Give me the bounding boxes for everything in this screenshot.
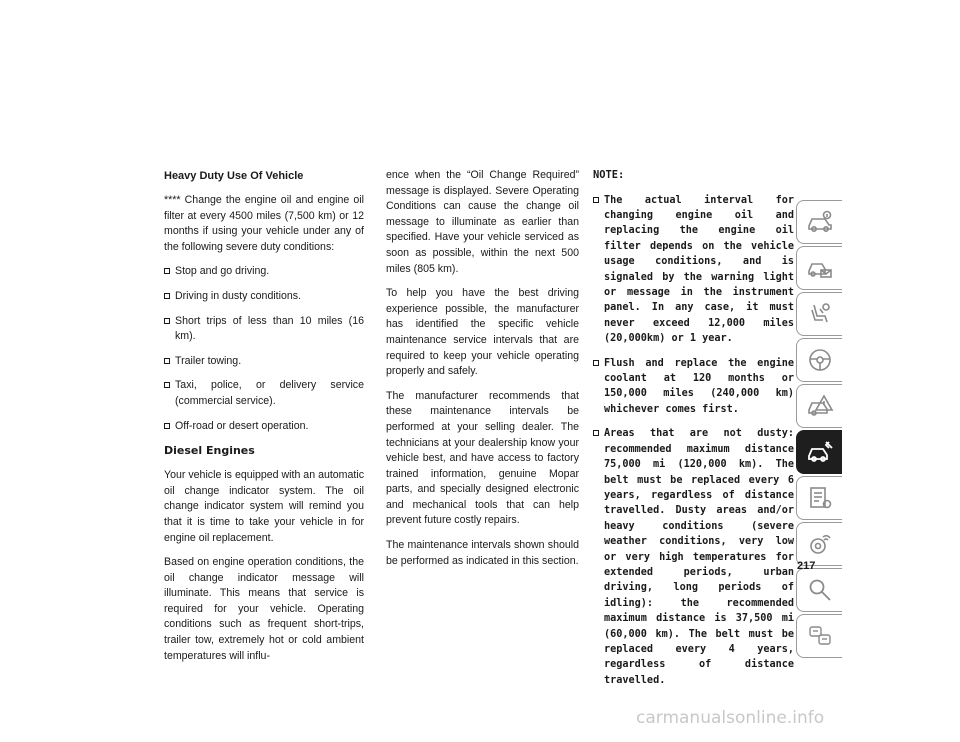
note-item: Flush and replace the engine coolant at 120 months or 150,000 miles (240,000 km) whichever comes first. bbox=[593, 356, 794, 418]
tab-specifications[interactable] bbox=[796, 476, 842, 520]
list-item: Short trips of less than 10 miles (16 km). bbox=[164, 314, 364, 345]
car-service-icon bbox=[806, 438, 834, 466]
checkbox-bullet-icon bbox=[593, 197, 599, 203]
paragraph: ence when the “Oil Change Required” message is displayed. Severe Operating Conditions can cause the change oil message to illuminate as earlier than specified. Have your vehicle serviced as soon as possible, within the next 500 miles (805 km). bbox=[386, 169, 579, 275]
checkbox-bullet-icon bbox=[164, 318, 170, 324]
paragraph: The maintenance intervals shown should be performed as indicated in this section. bbox=[386, 539, 579, 567]
tab-steering-wheel[interactable] bbox=[796, 338, 842, 382]
paragraph: Your vehicle is equipped with an automatic oil change indicator system. The oil change indicator system will remind you that it is time to take your vehicle in for engine oil replacement. bbox=[164, 469, 364, 544]
paragraph: The manufacturer recommends that these maintenance intervals be performed at your selling dealer. The technicians at your dealership know your vehicle best, and have access to factory trained information, genuine Mopar parts, and specially designed electronic and mechanical tools that can help prevent future costly repairs. bbox=[386, 389, 579, 527]
column-right-note bbox=[593, 168, 794, 697]
list-item: Driving in dusty conditions. bbox=[164, 289, 364, 305]
checkbox-bullet-icon bbox=[164, 382, 170, 388]
tab-car-warning[interactable] bbox=[796, 384, 842, 428]
intro-paragraph: **** Change the engine oil and engine oil filter at every 4500 miles (7,500 km) or 12 months if using your vehicle under any of the following severe duty conditions: bbox=[164, 194, 364, 253]
page-number: 217 bbox=[797, 560, 816, 572]
car-seat-icon bbox=[806, 300, 834, 328]
car-mail-icon bbox=[806, 254, 834, 282]
list-item: Off-road or desert operation. bbox=[164, 419, 364, 435]
tab-car-seat[interactable] bbox=[796, 292, 842, 336]
heading-diesel-engines: Diesel Engines bbox=[164, 444, 255, 458]
car-warning-icon bbox=[806, 392, 834, 420]
checkbox-bullet-icon bbox=[593, 430, 599, 436]
list-item: Taxi, police, or delivery service (commercial service). bbox=[164, 378, 364, 409]
magnifier-icon bbox=[806, 576, 834, 604]
language-icon bbox=[806, 622, 834, 650]
chapter-tabs bbox=[796, 200, 842, 660]
note-item: Areas that are not dusty: recommended maximum distance 75,000 mi (120,000 km). The belt must be replaced every 6 years, regardless of distance travelled. Dusty areas and/or heavy conditions (severe weather conditions, very low or very high temperatures for extended periods, urban driving, long periods of idling): the recommended maximum distance is 37,500 mi (60,000 km). The belt must be replaced every 4 years, regardless of distance travelled. bbox=[593, 426, 794, 688]
column-left bbox=[164, 168, 364, 673]
watermark: carmanualsonline.info bbox=[636, 708, 825, 728]
checkbox-bullet-icon bbox=[164, 423, 170, 429]
tab-car-service[interactable] bbox=[796, 430, 842, 474]
tab-car-mail[interactable] bbox=[796, 246, 842, 290]
specifications-icon bbox=[806, 484, 834, 512]
note-item: The actual interval for changing engine oil and replacing the engine oil filter depends on the vehicle usage conditions, and is signaled by the warning light or message in the instrument panel. In any case, it must never exceed 12,000 miles (20,000km) or 1 year. bbox=[593, 193, 794, 347]
steering-wheel-icon bbox=[806, 346, 834, 374]
tab-car-info[interactable] bbox=[796, 200, 842, 244]
note-label: NOTE: bbox=[593, 169, 625, 181]
tab-search[interactable] bbox=[796, 568, 842, 612]
list-item: Stop and go driving. bbox=[164, 264, 364, 280]
paragraph: Based on engine operation conditions, the oil change indicator message will illuminate. This means that service is required for your vehicle. Operating conditions such as frequent short-trips, trailer tow, extremely hot or cold ambient temperatures will influ- bbox=[164, 556, 364, 662]
car-info-icon bbox=[806, 208, 834, 236]
heading-heavy-duty: Heavy Duty Use Of Vehicle bbox=[164, 170, 304, 182]
checkbox-bullet-icon bbox=[164, 358, 170, 364]
checkbox-bullet-icon bbox=[164, 268, 170, 274]
checkbox-bullet-icon bbox=[164, 293, 170, 299]
column-middle bbox=[386, 168, 579, 578]
checkbox-bullet-icon bbox=[593, 360, 599, 366]
paragraph: To help you have the best driving experience possible, the manufacturer has identified the specific vehicle maintenance service intervals that are required to keep your vehicle operating properly and safely. bbox=[386, 287, 579, 378]
list-item: Trailer towing. bbox=[164, 354, 364, 370]
multimedia-icon bbox=[806, 530, 834, 558]
tab-language[interactable] bbox=[796, 614, 842, 658]
